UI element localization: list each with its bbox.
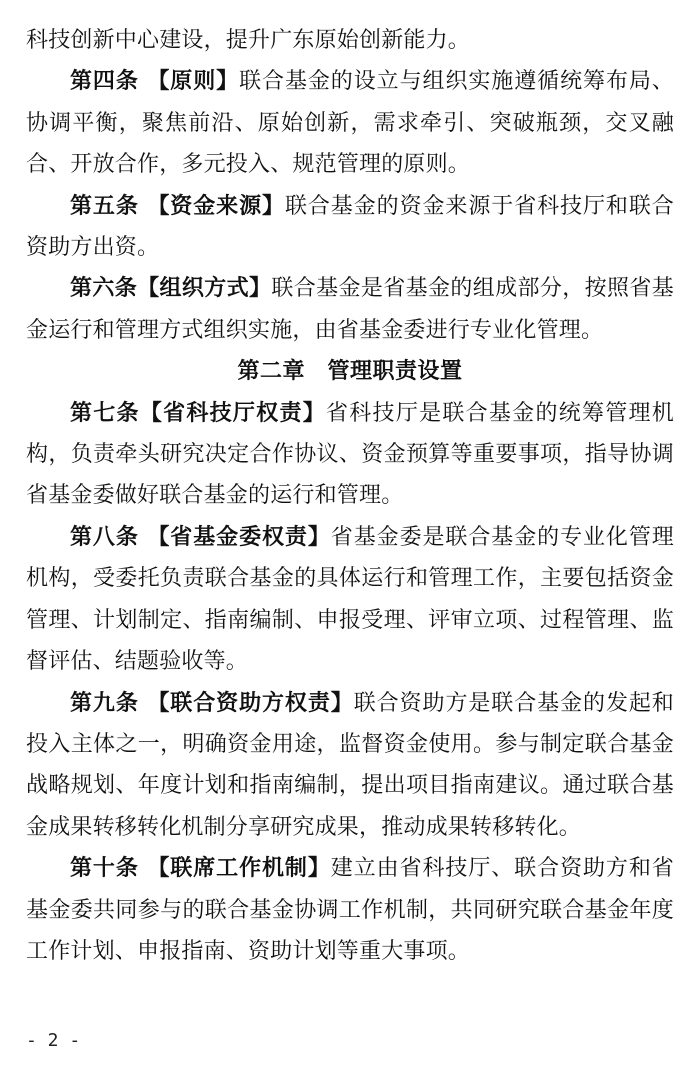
article-7 — [26, 393, 674, 517]
article-4-heading: 第四条 【原则】 — [70, 69, 240, 95]
document-page — [26, 20, 674, 972]
continuation-paragraph: 科技创新中心建设，提升广东原始创新能力。 — [26, 28, 471, 53]
article-9-heading: 第九条 【联合资助方权责】 — [70, 690, 354, 716]
page-number: - 2 - — [26, 1030, 81, 1051]
chapter-title: 第二章 管理职责设置 — [237, 359, 463, 385]
article-5-text: 联合基金的资金来源于省科技厅和联合资助方出资。 — [26, 193, 674, 261]
article-10-text: 建立由省科技厅、联合资助方和省基金委共同参与的联合基金协调工作机制，共同研究联合基金年度工作计划、申报指南、资助计划等重大事项。 — [26, 856, 674, 964]
article-9-text: 联合资助方是联合基金的发起和投入主体之一，明确资金用途，监督资金使用。参与制定联合基金战略规划、年度计划和指南编制，提出项目指南建议。通过联合基金成果转移转化机制分享研究成果，推动成果转移转化。 — [26, 690, 674, 840]
article-7-text: 省科技厅是联合基金的统筹管理机构，负责牵头研究决定合作协议、资金预算等重要事项，指导协调省基金委做好联合基金的运行和管理。 — [26, 400, 674, 509]
article-5-heading: 第五条 【资金来源】 — [70, 193, 285, 219]
article-5 — [26, 186, 674, 269]
article-6-heading: 第六条【组织方式】 — [70, 276, 272, 302]
article-7-heading: 第七条【省科技厅权责】 — [70, 400, 326, 426]
article-10 — [26, 848, 674, 972]
article-8-heading: 第八条 【省基金委权责】 — [70, 524, 331, 550]
article-6-text: 联合基金是省基金的组成部分，按照省基金运行和管理方式组织实施，由省基金委进行专业化管理。 — [26, 276, 674, 343]
article-8-text: 省基金委是联合基金的专业化管理机构，受委托负责联合基金的具体运行和管理工作，主要包括资金管理、计划制定、指南编制、申报受理、评审立项、过程管理、监督评估、结题验收等。 — [26, 524, 674, 675]
article-6 — [26, 268, 674, 351]
article-9 — [26, 683, 674, 849]
article-10-heading: 第十条 【联席工作机制】 — [70, 856, 331, 882]
article-4 — [26, 61, 674, 185]
article-8 — [26, 517, 674, 683]
article-4-text: 联合基金的设立与组织实施遵循统筹布局、协调平衡，聚焦前沿、原始创新，需求牵引、突破瓶颈，交叉融合、开放合作，多元投入、规范管理的原则。 — [26, 69, 674, 178]
